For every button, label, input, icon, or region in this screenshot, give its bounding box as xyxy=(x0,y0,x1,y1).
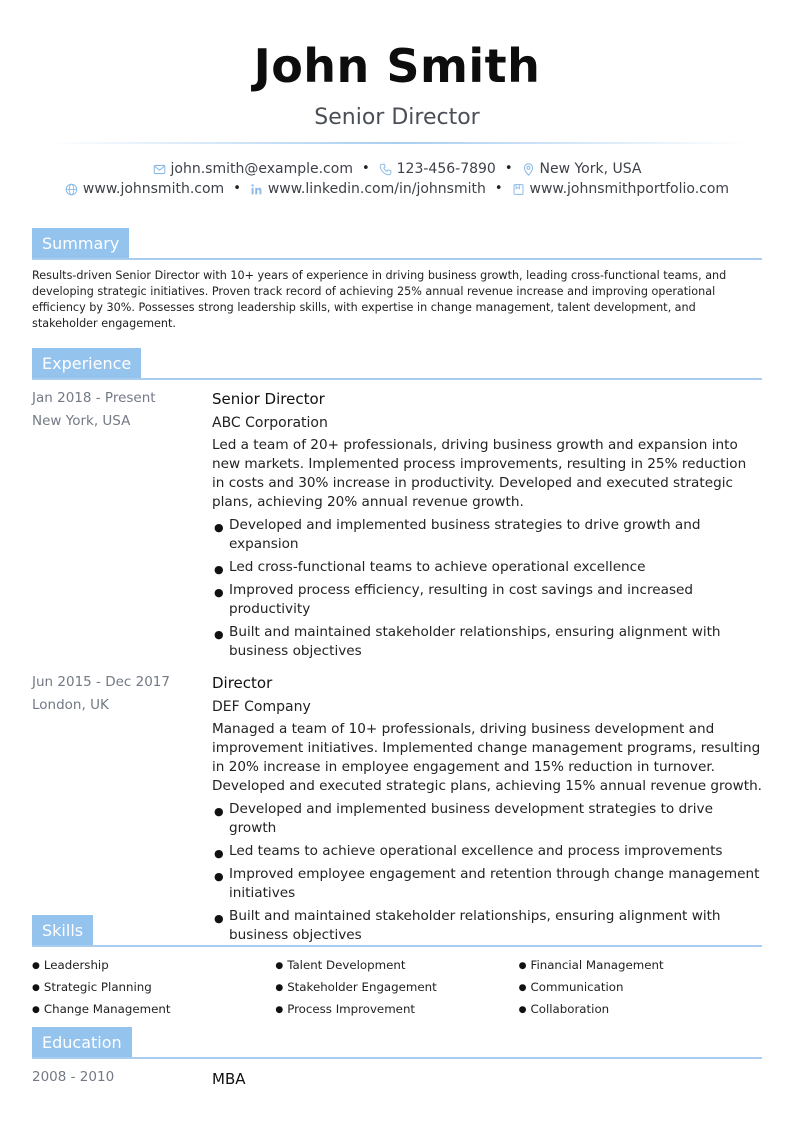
bullet-text: Led teams to achieve operational excellence and process improvements xyxy=(229,843,723,859)
section-rule xyxy=(32,1057,762,1059)
skill-item: ● Talent Development xyxy=(275,958,406,972)
linkedin-text: www.linkedin.com/in/johnsmith xyxy=(267,181,486,197)
contact-email[interactable] xyxy=(153,159,353,179)
summary-heading: Summary xyxy=(32,228,129,259)
education-degree: MBA xyxy=(212,1070,246,1088)
contact-linkedin[interactable] xyxy=(250,179,486,199)
section-rule xyxy=(32,945,762,947)
bullet-text: Improved process efficiency, resulting in cost savings and increased productivity xyxy=(229,582,694,617)
list-item xyxy=(212,623,762,661)
bullet-dot: ● xyxy=(214,847,224,860)
candidate-name: John Smith xyxy=(253,39,541,93)
section-rule xyxy=(32,258,762,260)
skills-grid xyxy=(32,955,762,1021)
contact-row-primary xyxy=(0,159,794,179)
header-divider xyxy=(46,142,748,144)
bullet-text: Led cross-functional teams to achieve operational excellence xyxy=(229,559,646,575)
job-location: New York, USA xyxy=(32,413,131,429)
skill-item: ● Leadership xyxy=(32,958,109,972)
job-entry xyxy=(32,388,762,661)
resume-header xyxy=(0,0,794,199)
skill-text: Stakeholder Engagement xyxy=(287,980,437,994)
section-header xyxy=(32,1027,762,1059)
map-pin-icon xyxy=(522,163,535,176)
contact-separator: • xyxy=(361,161,370,176)
skill-item: ● Process Improvement xyxy=(275,1002,416,1016)
skill-item: ● Collaboration xyxy=(518,1002,610,1016)
bullet-dot: ● xyxy=(214,912,224,925)
bullet-text: Built and maintained stakeholder relationships, ensuring alignment with business objectives xyxy=(229,908,721,943)
skill-item: ● Financial Management xyxy=(518,958,664,972)
job-date: Jan 2018 - Present xyxy=(32,390,156,406)
job-description: Led a team of 20+ professionals, driving business growth and expansion into new markets. Implemented process improvements, resulting in 25% reduction in costs and 30% increase in productivity. Developed and executed strategic plans, achieving 20% annual revenue growth. xyxy=(212,437,747,510)
job-description: Managed a team of 10+ professionals, driving business development and improvement initiatives. Implemented change management programs, resulting in 20% increase in employee engagement and 15% reduction in turnover. Developed and executed strategic plans, achieving 15% annual revenue growth. xyxy=(212,721,763,794)
experience-section xyxy=(32,348,762,949)
list-item xyxy=(212,842,762,861)
skill-text: Talent Development xyxy=(287,958,406,972)
portfolio-icon xyxy=(512,183,525,196)
summary-section xyxy=(32,228,762,332)
bullet-dot: ● xyxy=(214,586,224,599)
contact-separator: • xyxy=(494,181,503,196)
skill-text: Financial Management xyxy=(530,958,664,972)
portfolio-text: www.johnsmithportfolio.com xyxy=(529,181,730,197)
contact-separator: • xyxy=(233,181,241,196)
contact-phone[interactable] xyxy=(379,159,496,179)
bullet-dot: ● xyxy=(214,805,224,818)
education-date: 2008 - 2010 xyxy=(32,1069,115,1085)
bullet-text: Developed and implemented business strategies to drive growth and expansion xyxy=(229,517,701,552)
skill-text: Change Management xyxy=(43,1002,171,1016)
job-date: Jun 2015 - Dec 2017 xyxy=(32,674,170,690)
skill-text: Process Improvement xyxy=(287,1002,416,1016)
job-meta xyxy=(32,388,202,431)
job-company: ABC Corporation xyxy=(212,415,328,431)
candidate-title: Senior Director xyxy=(314,105,480,130)
skill-text: Collaboration xyxy=(530,1002,610,1016)
bullet-dot: ● xyxy=(214,628,224,641)
contact-separator: • xyxy=(504,161,513,176)
job-entry xyxy=(32,672,762,945)
skills-column xyxy=(32,955,275,1021)
job-bullets xyxy=(212,516,762,661)
list-item xyxy=(212,558,762,577)
skills-heading: Skills xyxy=(32,915,93,946)
list-item xyxy=(212,800,762,838)
job-company: DEF Company xyxy=(212,699,311,715)
list-item xyxy=(212,865,762,903)
linkedin-icon xyxy=(250,183,263,196)
skills-column xyxy=(275,955,518,1021)
bullet-dot: ● xyxy=(214,870,224,883)
website-text: www.johnsmith.com xyxy=(82,181,225,197)
section-header xyxy=(32,228,762,260)
bullet-dot: ● xyxy=(214,563,224,576)
list-item xyxy=(212,581,762,619)
phone-text: 123-456-7890 xyxy=(396,161,496,177)
list-item xyxy=(212,516,762,554)
job-details xyxy=(212,388,762,661)
location-text: New York, USA xyxy=(539,161,642,177)
skill-item: ● Stakeholder Engagement xyxy=(275,980,437,994)
job-location: London, UK xyxy=(32,697,109,713)
bullet-text: Improved employee engagement and retention through change management initiatives xyxy=(229,866,760,901)
job-title: Senior Director xyxy=(212,390,325,408)
contact-website[interactable] xyxy=(65,179,224,199)
skill-text: Leadership xyxy=(43,958,109,972)
bullet-text: Developed and implemented business development strategies to drive growth xyxy=(229,801,713,836)
globe-icon xyxy=(65,183,78,196)
job-meta xyxy=(32,672,202,715)
phone-icon xyxy=(379,163,392,176)
job-title: Director xyxy=(212,674,273,692)
bullet-dot: ● xyxy=(214,521,224,534)
experience-heading: Experience xyxy=(32,348,141,379)
section-header xyxy=(32,915,762,947)
envelope-icon xyxy=(153,163,166,176)
bullet-text: Built and maintained stakeholder relationships, ensuring alignment with business objectives xyxy=(229,624,721,659)
section-header xyxy=(32,348,762,380)
education-entry xyxy=(32,1067,762,1091)
contact-location xyxy=(522,159,642,179)
skill-item: ● Communication xyxy=(518,980,624,994)
email-text: john.smith@example.com xyxy=(170,161,353,177)
education-heading: Education xyxy=(32,1027,132,1058)
section-rule xyxy=(32,378,762,380)
skills-column xyxy=(519,955,762,1021)
summary-text: Results-driven Senior Director with 10+ years of experience in driving business growth, leading cross-functional teams, and developing strategic initiatives. Proven track record of achieving 25% annual revenue increase and improving operational efficiency by 30%. Possesses strong leadership skills, with expertise in change management, talent development, and stakeholder engagement. xyxy=(32,269,727,330)
education-section xyxy=(32,1027,762,1091)
skill-text: Communication xyxy=(530,980,624,994)
contact-row-links xyxy=(0,179,794,199)
skill-item: ● Change Management xyxy=(32,1002,171,1016)
job-details xyxy=(212,672,762,945)
skills-section xyxy=(32,915,762,1021)
skill-item: ● Strategic Planning xyxy=(32,980,152,994)
contact-portfolio[interactable] xyxy=(512,179,730,199)
skill-text: Strategic Planning xyxy=(43,980,152,994)
